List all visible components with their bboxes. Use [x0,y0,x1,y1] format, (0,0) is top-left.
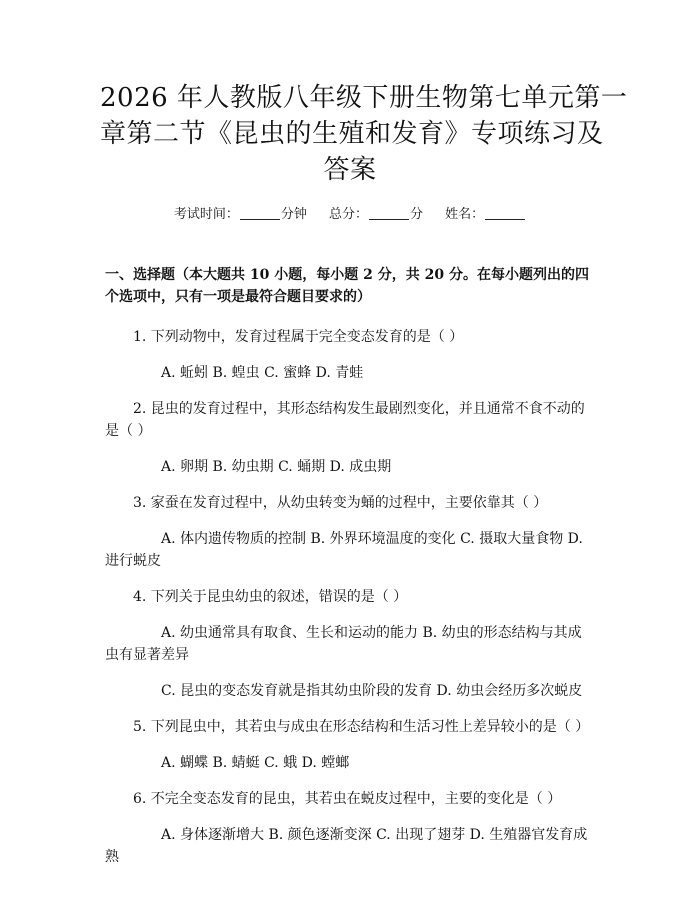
total-score-label: 总分： [328,207,368,222]
total-score-unit: 分 [410,207,424,222]
exam-time [174,205,307,225]
question-options: A. 身体逐渐增大 B. 颜色逐渐变深 C. 出现了翅芽 D. 生殖器官发育成熟 [105,827,588,865]
total-score [329,205,423,225]
exam-meta [0,205,700,225]
question-item [105,398,595,478]
question-options: A. 蝴蝶 B. 蜻蜓 C. 蛾 D. 螳螂 [161,755,350,771]
question-options: A. 卵期 B. 幼虫期 C. 蛹期 D. 成虫期 [161,459,392,475]
question-stem: 4. 下列关于昆虫幼虫的叙述，错误的是（ ） [133,589,408,605]
question-stem: 6. 不完全变态发育的昆虫，其若虫在蜕皮过程中，主要的变化是（ ） [133,791,562,807]
exam-time-blank [240,205,280,220]
question-stem: 3. 家蚕在发育过程中，从幼虫转变为蛹的过程中，主要依靠其（ ） [133,495,548,511]
question-options: A. 蚯蚓 B. 蝗虫 C. 蜜蜂 D. 青蛙 [161,365,364,381]
question-options: A. 幼虫通常具有取食、生长和运动的能力 B. 幼虫的形态结构与其成虫有显著差异 [105,625,582,663]
student-name-blank [485,205,525,220]
exam-time-unit: 分钟 [280,207,307,222]
question-item [105,716,595,774]
question-stem: 2. 昆虫的发育过程中，其形态结构发生最剧烈变化，并且通常不食不动的是（ ） [105,401,585,439]
total-score-blank [369,205,409,220]
student-name-label: 姓名： [445,207,485,222]
student-name [445,205,526,225]
question-options: A. 体内遗传物质的控制 B. 外界环境温度的变化 C. 摄取大量食物 D. 进行蜕皮 [105,531,583,569]
question-item [105,326,595,384]
document-title [100,80,628,188]
question-item [105,788,595,868]
question-stem: 5. 下列昆虫中，其若虫与成虫在形态结构和生活习性上差异较小的是（ ） [133,719,590,735]
section-header: 一、选择题（本大题共 10 小题，每小题 2 分，共 20 分。在每小题列出的四个选项中，只有一项是最符合题目要求的） [105,267,589,305]
title-line: 2026 年人教版八年级下册生物第七单元第一 [100,83,628,113]
question-item [105,492,595,572]
title-line: 答案 [323,155,377,185]
exam-time-label: 考试时间： [173,207,239,222]
question-item [105,586,595,702]
exam-content [105,264,595,882]
question-options: C. 昆虫的变态发育就是指其幼虫阶段的发育 D. 幼虫会经历多次蜕皮 [161,683,583,699]
question-stem: 1. 下列动物中，发育过程属于完全变态发育的是（ ） [133,329,464,345]
title-line: 章第二节《昆虫的生殖和发育》专项练习及 [100,119,604,149]
